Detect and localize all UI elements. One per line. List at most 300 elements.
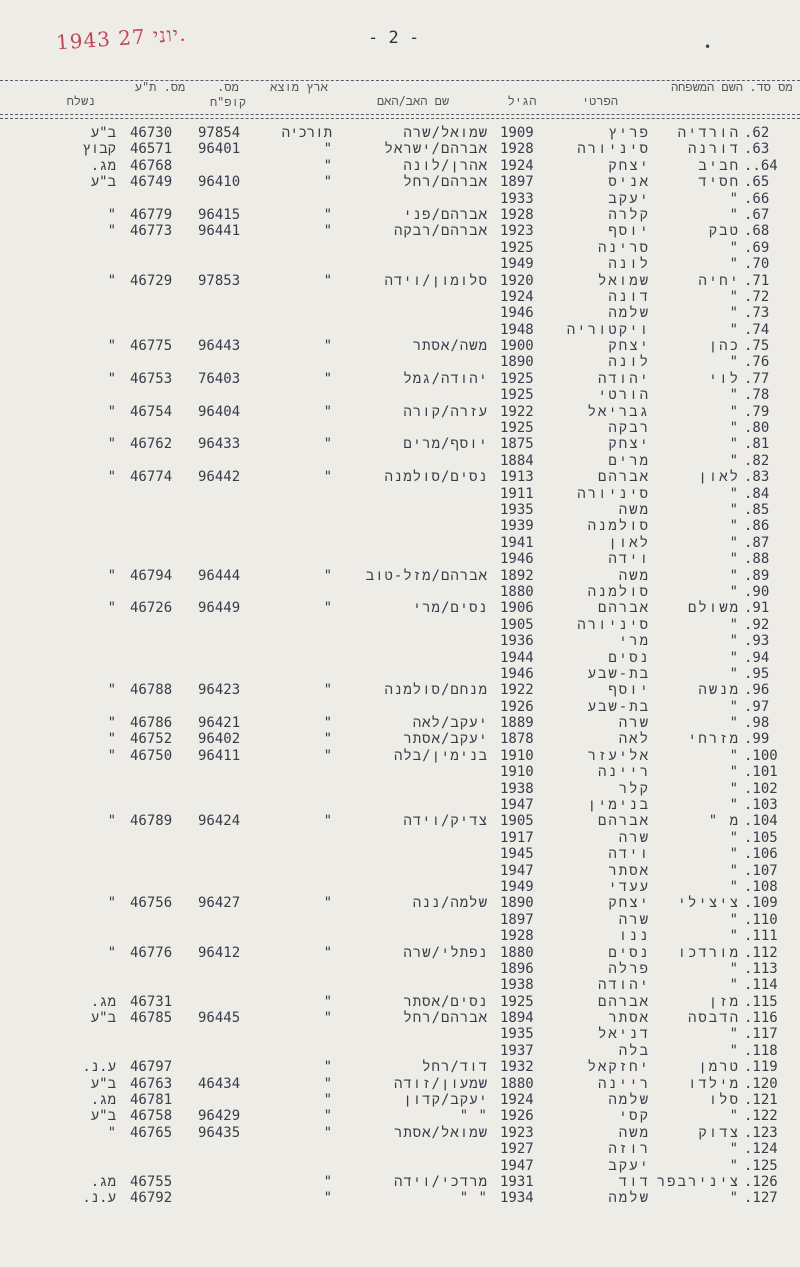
first-name-cell: וידה (608, 551, 650, 568)
serial-number-cell: .76 (744, 354, 770, 371)
parents-names-cell: נסים/סולמנה (384, 469, 488, 486)
birth-year-cell: 1946 (500, 305, 534, 322)
first-name-cell: בת-שבע (587, 698, 650, 715)
first-name-cell: פריץ (608, 125, 650, 141)
serial-number-cell: .82 (744, 452, 770, 469)
family-name-cell: " (729, 846, 740, 863)
origin-city-cell: " (323, 731, 332, 748)
ta-number-cell: 46571 (130, 141, 173, 158)
kupa-number-cell: 97854 (198, 125, 241, 141)
first-name-cell: רבקה (608, 420, 650, 437)
header-kupa-number: מס. קופ"ח (209, 80, 247, 109)
sent-to-cell: " (107, 895, 116, 912)
birth-year-cell: 1900 (500, 338, 534, 355)
table-row (0, 404, 800, 420)
parents-names-cell: אהרן/לונה (403, 157, 488, 174)
first-name-cell: יהודה (597, 977, 650, 994)
serial-number-cell: .66 (744, 190, 770, 207)
serial-number-cell: .124 (744, 1141, 778, 1158)
kupa-number-cell: 96423 (198, 682, 241, 699)
birth-year-cell: 1905 (500, 616, 534, 633)
serial-number-cell: .94 (744, 649, 770, 666)
table-row (0, 354, 800, 370)
family-name-cell: " (729, 567, 740, 584)
birth-year-cell: 1905 (500, 813, 534, 830)
birth-year-cell: 1889 (500, 715, 534, 732)
origin-city-cell: תורכיה (281, 125, 332, 141)
serial-number-cell: .65 (744, 174, 770, 191)
first-name-cell: שלמה (608, 1190, 650, 1207)
header-bottom-rule-2 (0, 118, 800, 119)
sent-to-cell: " (107, 1124, 116, 1141)
birth-year-cell: 1939 (500, 518, 534, 535)
origin-city-cell: " (323, 157, 332, 174)
table-row (0, 945, 800, 961)
ta-number-cell: 46763 (130, 1075, 173, 1092)
serial-number-cell: .95 (744, 665, 770, 682)
sent-to-cell: " (107, 206, 116, 223)
birth-year-cell: 1928 (500, 141, 534, 158)
first-name-cell: פרלה (608, 960, 650, 977)
family-name-cell: מורדכו (677, 944, 740, 961)
first-name-cell: יצחק (608, 895, 650, 912)
serial-number-cell: .118 (744, 1042, 778, 1059)
header-sent: נשלח (66, 94, 96, 108)
parents-names-cell: נסים/מרי (412, 600, 488, 617)
sent-to-cell: " (107, 731, 116, 748)
table-row (0, 551, 800, 567)
ta-number-cell: 46774 (130, 469, 173, 486)
family-name-cell: טרמן (698, 1059, 740, 1076)
table-row (0, 191, 800, 207)
birth-year-cell: 1909 (500, 125, 534, 141)
serial-number-cell: .69 (744, 239, 770, 256)
table-row (0, 797, 800, 813)
table-row (0, 977, 800, 993)
table-row (0, 1076, 800, 1092)
serial-number-cell: .109 (744, 895, 778, 912)
birth-year-cell: 1932 (500, 1059, 534, 1076)
family-name-cell: " (729, 665, 740, 682)
first-name-cell: ויקטוריה (566, 321, 650, 338)
first-name-cell: סרינה (597, 239, 650, 256)
ta-number-cell: 46776 (130, 944, 173, 961)
kupa-number-cell: 96444 (198, 567, 241, 584)
kupa-number-cell: 96410 (198, 174, 241, 191)
sent-to-cell: " (107, 813, 116, 830)
serial-number-cell: .123 (744, 1124, 778, 1141)
first-name-cell: לונה (608, 256, 650, 273)
birth-year-cell: 1926 (500, 1108, 534, 1125)
first-name-cell: עעדי (608, 878, 650, 895)
birth-year-cell: 1911 (500, 485, 534, 502)
serial-number-cell: .119 (744, 1059, 778, 1076)
family-name-cell: " (729, 829, 740, 846)
sent-to-cell: קבוץ (82, 141, 116, 158)
header-first-name: הפרטי (581, 94, 618, 108)
parents-names-cell: נפתלי/שרה (403, 944, 488, 961)
birth-year-cell: 1928 (500, 928, 534, 945)
serial-number-cell: .113 (744, 960, 778, 977)
parents-names-cell: יעקב/אסתר (403, 731, 488, 748)
kupa-number-cell: 96424 (198, 813, 241, 830)
ta-number-cell: 46730 (130, 125, 173, 141)
birth-year-cell: 1926 (500, 698, 534, 715)
table-row (0, 1010, 800, 1026)
table-row (0, 1043, 800, 1059)
sent-to-cell: " (107, 600, 116, 617)
first-name-cell: סיניורה (577, 141, 650, 158)
parents-names-cell: אברהם/רחל (403, 1010, 488, 1027)
birth-year-cell: 1938 (500, 780, 534, 797)
serial-number-cell: .116 (744, 1010, 778, 1027)
family-name-cell: " (729, 403, 740, 420)
parents-names-cell: שמעון/זודה (393, 1075, 488, 1092)
first-name-cell: שלמה (608, 305, 650, 322)
sent-to-cell: " (107, 436, 116, 453)
parents-names-cell: יהודה/גמל (403, 370, 488, 387)
immigrant-table (0, 125, 800, 1207)
first-name-cell: בנימין (587, 797, 650, 814)
table-row (0, 469, 800, 485)
ta-number-cell: 46758 (130, 1108, 173, 1125)
kupa-number-cell: 96442 (198, 469, 241, 486)
sent-to-cell: מג. (90, 993, 116, 1010)
kupa-number-cell: 96412 (198, 944, 241, 961)
serial-number-cell: .92 (744, 616, 770, 633)
table-row (0, 830, 800, 846)
origin-city-cell: " (323, 1124, 332, 1141)
table-row (0, 256, 800, 272)
first-name-cell: אסתר (608, 862, 650, 879)
serial-number-cell: ..64 (744, 157, 778, 174)
first-name-cell: בלה (618, 1042, 650, 1059)
ta-number-cell: 46762 (130, 436, 173, 453)
serial-number-cell: .99 (744, 731, 770, 748)
origin-city-cell: " (323, 469, 332, 486)
birth-year-cell: 1927 (500, 1141, 534, 1158)
ta-number-cell: 46753 (130, 370, 173, 387)
family-name-cell: " (729, 583, 740, 600)
family-name-cell: " (729, 698, 740, 715)
serial-number-cell: .62 (744, 125, 770, 141)
family-name-cell: " (729, 633, 740, 650)
first-name-cell: הורטי (597, 387, 650, 404)
family-name-cell: דורנה (687, 141, 740, 158)
serial-number-cell: .74 (744, 321, 770, 338)
sent-to-cell: " (107, 567, 116, 584)
family-name-cell: " (729, 616, 740, 633)
first-name-cell: נסים (608, 944, 650, 961)
serial-number-cell: .114 (744, 977, 778, 994)
family-name-cell: " (729, 239, 740, 256)
kupa-number-cell: 46434 (198, 1075, 241, 1092)
ta-number-cell: 46773 (130, 223, 173, 240)
sent-to-cell: " (107, 338, 116, 355)
origin-city-cell: " (323, 206, 332, 223)
first-name-cell: יעקב (608, 190, 650, 207)
first-name-cell: נסים (608, 649, 650, 666)
serial-number-cell: .103 (744, 797, 778, 814)
serial-number-cell: .83 (744, 469, 770, 486)
table-row (0, 273, 800, 289)
family-name-cell: מזרחי (687, 731, 740, 748)
kupa-number-cell: 96429 (198, 1108, 241, 1125)
family-name-cell: " (729, 256, 740, 273)
parents-names-cell: מנחם/סולמנה (384, 682, 488, 699)
birth-year-cell: 1937 (500, 1042, 534, 1059)
origin-city-cell: " (323, 747, 332, 764)
birth-year-cell: 1925 (500, 239, 534, 256)
table-row (0, 420, 800, 436)
ta-number-cell: 46785 (130, 1010, 173, 1027)
ta-number-cell: 46752 (130, 731, 173, 748)
parents-names-cell: סלומון/וידה (384, 272, 488, 289)
family-name-cell: " (729, 452, 740, 469)
first-name-cell: אליעזר (587, 747, 650, 764)
first-name-cell: שמואל (597, 272, 650, 289)
ta-number-cell: 46726 (130, 600, 173, 617)
table-row (0, 240, 800, 256)
table-row (0, 961, 800, 977)
birth-year-cell: 1924 (500, 1092, 534, 1109)
kupa-number-cell: 96427 (198, 895, 241, 912)
ta-number-cell: 46788 (130, 682, 173, 699)
ta-number-cell: 46729 (130, 272, 173, 289)
family-name-cell: מילדו (687, 1075, 740, 1092)
family-name-cell: טבק (708, 223, 740, 240)
header-ta-number: מס. ת"ע (134, 80, 186, 94)
serial-number-cell: .100 (744, 747, 778, 764)
table-row (0, 879, 800, 895)
family-name-cell: " (729, 649, 740, 666)
parents-names-cell: צדיק/וידה (403, 813, 488, 830)
table-row (0, 715, 800, 731)
table-row (0, 633, 800, 649)
birth-year-cell: 1906 (500, 600, 534, 617)
table-row (0, 158, 800, 174)
header-age: הגיל (507, 94, 537, 108)
ta-number-cell: 46775 (130, 338, 173, 355)
origin-city-cell: " (323, 813, 332, 830)
ta-number-cell: 46792 (130, 1190, 173, 1207)
parents-names-cell: משה/אסתר (412, 338, 488, 355)
sent-to-cell: ב"ע (90, 174, 116, 191)
page-number: - 2 - (368, 28, 420, 48)
parents-names-cell: שמואל/שרה (403, 125, 488, 141)
first-name-cell: אברהם (597, 993, 650, 1010)
serial-number-cell: .104 (744, 813, 778, 830)
serial-number-cell: .106 (744, 846, 778, 863)
first-name-cell: שרה (618, 715, 650, 732)
serial-number-cell: .79 (744, 403, 770, 420)
ta-number-cell: 46789 (130, 813, 173, 830)
family-name-cell: " (729, 1190, 740, 1207)
table-row (0, 584, 800, 600)
birth-year-cell: 1935 (500, 501, 534, 518)
first-name-cell: יהודה (597, 370, 650, 387)
first-name-cell: אסתר (608, 1010, 650, 1027)
family-name-cell: סלו (708, 1092, 740, 1109)
serial-number-cell: .115 (744, 993, 778, 1010)
family-name-cell: " (729, 436, 740, 453)
birth-year-cell: 1896 (500, 960, 534, 977)
header-bottom-rule (0, 114, 800, 115)
first-name-cell: יעקב (608, 1157, 650, 1174)
first-name-cell: משה (618, 567, 650, 584)
birth-year-cell: 1935 (500, 1026, 534, 1043)
kupa-number-cell: 96449 (198, 600, 241, 617)
origin-city-cell: " (323, 1190, 332, 1207)
family-name-cell: " (729, 190, 740, 207)
parents-names-cell: אברהם/ישראל (384, 141, 488, 158)
birth-year-cell: 1910 (500, 764, 534, 781)
serial-number-cell: .73 (744, 305, 770, 322)
family-name-cell: " (729, 878, 740, 895)
kupa-number-cell: 96443 (198, 338, 241, 355)
birth-year-cell: 1925 (500, 420, 534, 437)
origin-city-cell: " (323, 272, 332, 289)
table-row (0, 1108, 800, 1124)
table-row (0, 502, 800, 518)
kupa-number-cell: 96435 (198, 1124, 241, 1141)
serial-number-cell: .63 (744, 141, 770, 158)
table-row (0, 846, 800, 862)
kupa-number-cell: 76403 (198, 370, 241, 387)
origin-city-cell: " (323, 682, 332, 699)
kupa-number-cell: 96411 (198, 747, 241, 764)
sent-to-cell: " (107, 403, 116, 420)
origin-city-cell: " (323, 1174, 332, 1190)
family-name-cell: " (729, 797, 740, 814)
table-row (0, 781, 800, 797)
family-name-cell: " (729, 551, 740, 568)
first-name-cell: יצחק (608, 436, 650, 453)
origin-city-cell: " (323, 403, 332, 420)
birth-year-cell: 1925 (500, 370, 534, 387)
parents-names-cell: אברהם/רבקה (393, 223, 488, 240)
serial-number-cell: .80 (744, 420, 770, 437)
birth-year-cell: 1880 (500, 944, 534, 961)
table-row (0, 1158, 800, 1174)
origin-city-cell: " (323, 715, 332, 732)
first-name-cell: שרה (618, 911, 650, 928)
serial-number-cell: .111 (744, 928, 778, 945)
table-row (0, 617, 800, 633)
birth-year-cell: 1924 (500, 288, 534, 305)
kupa-number-cell: 96433 (198, 436, 241, 453)
kupa-number-cell: 96421 (198, 715, 241, 732)
first-name-cell: קלר (618, 780, 650, 797)
table-row (0, 682, 800, 698)
birth-year-cell: 1947 (500, 862, 534, 879)
table-row (0, 289, 800, 305)
serial-number-cell: .78 (744, 387, 770, 404)
family-name-cell: מ " (708, 813, 740, 830)
parents-names-cell: " " (459, 1190, 488, 1207)
sent-to-cell: " (107, 715, 116, 732)
first-name-cell: רוזה (608, 1141, 650, 1158)
table-row (0, 305, 800, 321)
serial-number-cell: .84 (744, 485, 770, 502)
birth-year-cell: 1884 (500, 452, 534, 469)
family-name-cell: " (729, 288, 740, 305)
serial-number-cell: .85 (744, 501, 770, 518)
ta-number-cell: 46765 (130, 1124, 173, 1141)
serial-number-cell: .87 (744, 534, 770, 551)
family-name-cell: כהן (708, 338, 740, 355)
family-name-cell: " (729, 305, 740, 322)
first-name-cell: סיניורה (577, 616, 650, 633)
serial-number-cell: .98 (744, 715, 770, 732)
family-name-cell: " (729, 1026, 740, 1043)
ta-number-cell: 46731 (130, 993, 173, 1010)
first-name-cell: וידה (608, 846, 650, 863)
family-name-cell: ציצילי (677, 895, 740, 912)
family-name-cell: " (729, 518, 740, 535)
sent-to-cell: " (107, 223, 116, 240)
family-name-cell: לאון (698, 469, 740, 486)
first-name-cell: יחזקאל (587, 1059, 650, 1076)
table-row (0, 518, 800, 534)
birth-year-cell: 1936 (500, 633, 534, 650)
family-name-cell: " (729, 387, 740, 404)
first-name-cell: ריינה (597, 764, 650, 781)
origin-city-cell: " (323, 567, 332, 584)
serial-number-cell: .67 (744, 206, 770, 223)
origin-city-cell: " (323, 993, 332, 1010)
birth-year-cell: 1946 (500, 551, 534, 568)
table-row (0, 436, 800, 452)
ta-number-cell: 46749 (130, 174, 173, 191)
family-name-cell: הורדיה (677, 125, 740, 141)
serial-number-cell: .90 (744, 583, 770, 600)
serial-number-cell: .77 (744, 370, 770, 387)
table-row (0, 568, 800, 584)
table-row (0, 322, 800, 338)
family-name-cell: צינירבפר (656, 1174, 740, 1190)
birth-year-cell: 1948 (500, 321, 534, 338)
serial-number-cell: .122 (744, 1108, 778, 1125)
table-row (0, 1125, 800, 1141)
parents-names-cell: אברהם/מזל-טוב (365, 567, 488, 584)
ta-number-cell: 46755 (130, 1174, 173, 1190)
first-name-cell: אברהם (597, 469, 650, 486)
sent-to-cell: ע.נ. (82, 1059, 116, 1076)
serial-number-cell: .120 (744, 1075, 778, 1092)
origin-city-cell: " (323, 944, 332, 961)
parents-names-cell: דוד/רחל (422, 1059, 488, 1076)
serial-number-cell: .102 (744, 780, 778, 797)
kupa-number-cell: 96404 (198, 403, 241, 420)
birth-year-cell: 1922 (500, 403, 534, 420)
birth-year-cell: 1947 (500, 797, 534, 814)
birth-year-cell: 1946 (500, 665, 534, 682)
sent-to-cell: מג. (90, 1092, 116, 1109)
first-name-cell: מרי (618, 633, 650, 650)
kupa-number-cell: 97853 (198, 272, 241, 289)
table-row (0, 338, 800, 354)
parents-names-cell: יעקב/קדון (403, 1092, 488, 1109)
serial-number-cell: .86 (744, 518, 770, 535)
family-name-cell: " (729, 354, 740, 371)
family-name-cell: " (729, 501, 740, 518)
first-name-cell: יצחק (608, 338, 650, 355)
origin-city-cell: " (323, 223, 332, 240)
first-name-cell: דניאל (597, 1026, 650, 1043)
sent-to-cell: " (107, 747, 116, 764)
parents-names-cell: אברהם/פני (403, 206, 488, 223)
